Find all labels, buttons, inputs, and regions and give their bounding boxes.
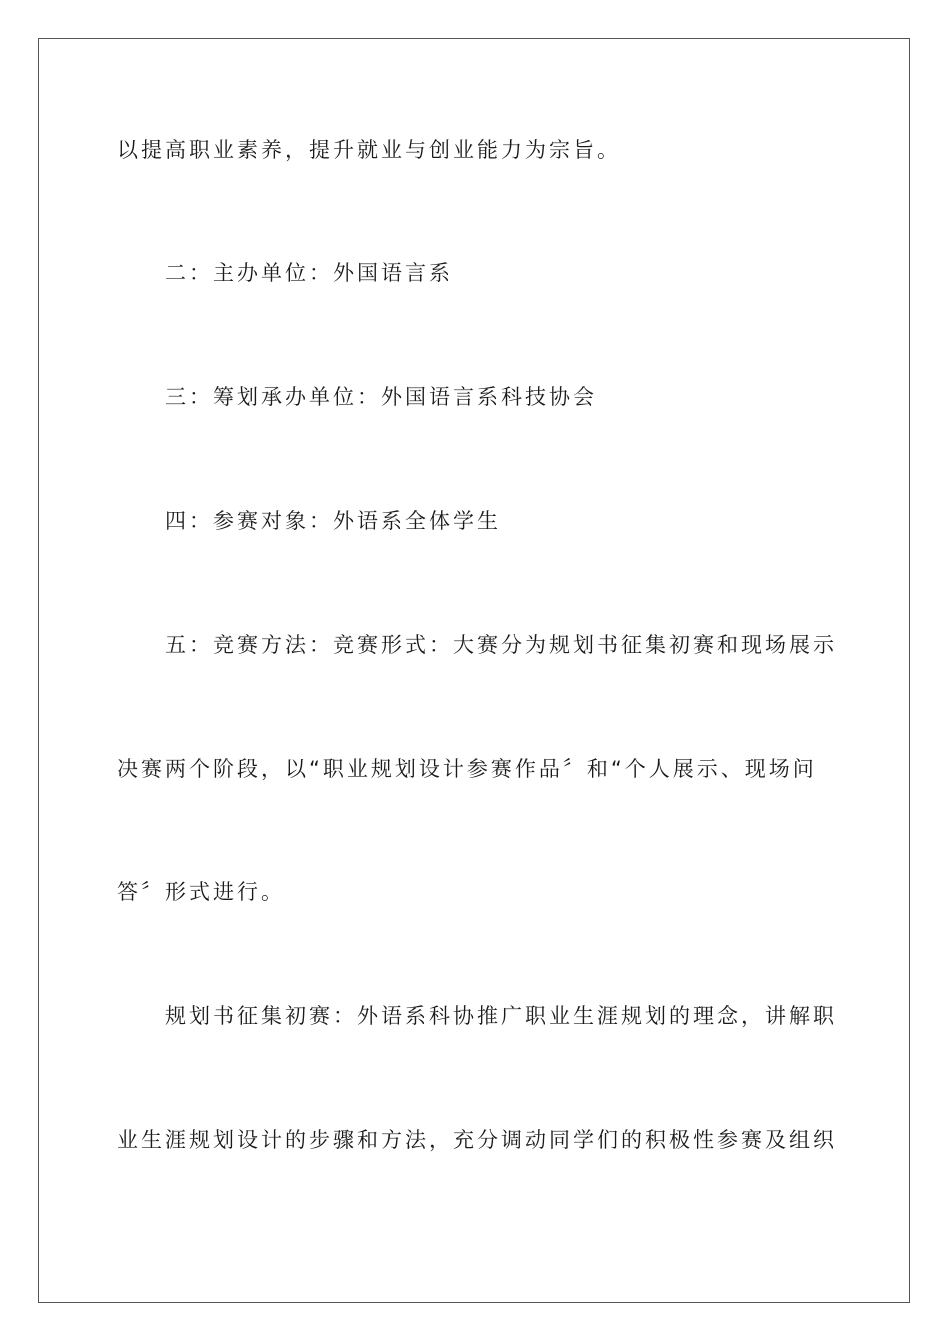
paragraph-line: 以提高职业素养，提升就业与创业能力为宗旨。	[117, 138, 621, 162]
paragraph-line: 答〞形式进行。	[117, 880, 285, 904]
page-border	[38, 38, 910, 1303]
paragraph-line-participants: 四：参赛对象：外语系全体学生	[165, 509, 501, 533]
paragraph-line-organizer: 二：主办单位：外国语言系	[165, 261, 453, 285]
paragraph-line-method: 五：竞赛方法：竞赛形式：大赛分为规划书征集初赛和现场展示	[165, 633, 837, 657]
paragraph-line-preliminary: 规划书征集初赛：外语系科协推广职业生涯规划的理念，讲解职	[165, 1004, 837, 1028]
paragraph-line-host: 三：筹划承办单位：外国语言系科技协会	[165, 385, 597, 409]
paragraph-line: 业生涯规划设计的步骤和方法，充分调动同学们的积极性参赛及组织	[117, 1128, 837, 1152]
paragraph-line: 决赛两个阶段，以“职业规划设计参赛作品〞和“个人展示、现场问	[117, 757, 817, 781]
